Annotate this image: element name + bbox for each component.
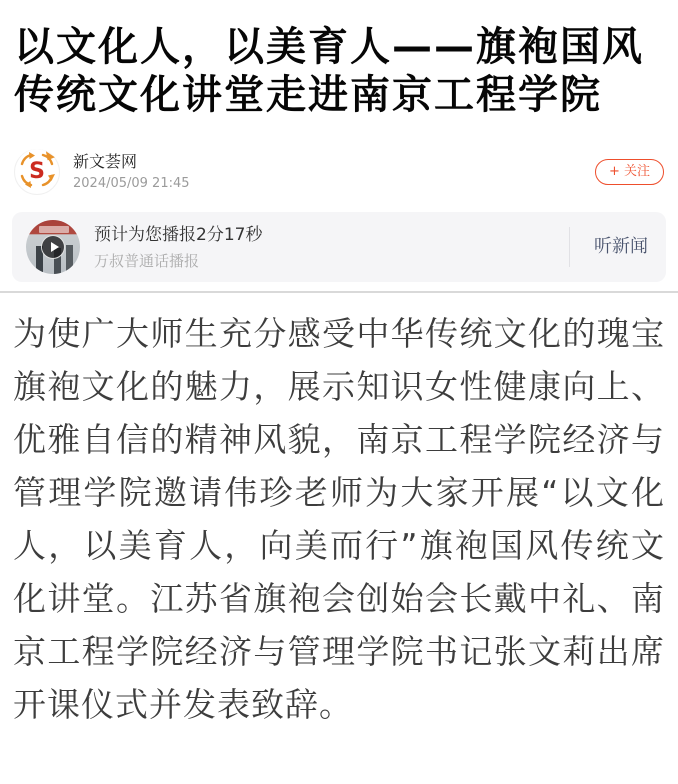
article-title: 以文化人，以美育人——旗袍国风传统文化讲堂走进南京工程学院 xyxy=(14,24,644,118)
svg-text:S: S xyxy=(29,159,45,184)
section-divider xyxy=(0,291,678,293)
follow-button[interactable]: + 关注 xyxy=(595,159,664,185)
publisher-name[interactable]: 新文荟网 xyxy=(73,152,138,171)
source-meta xyxy=(73,152,190,192)
play-icon[interactable] xyxy=(41,235,65,259)
publisher-avatar[interactable] xyxy=(14,149,60,195)
audio-duration-text: 预计为您播报2分17秒 xyxy=(94,224,263,245)
article-body-paragraph: 为使广大师生充分感受中华传统文化的瑰宝旗袍文化的魅力，展示知识女性健康向上、优雅自信的精神风貌，南京工程学院经济与管理学院邀请伟珍老师为大家开展“以文化人，以美育人，向美而行”旗袍国风传统文化讲堂。江苏省旗袍会创始会长戴中礼、南京工程学院经济与管理学院书记张文莉出席开课仪式并发表致辞。 xyxy=(13,314,665,724)
article-page xyxy=(0,23,678,784)
source-row xyxy=(14,149,664,195)
listen-news-button[interactable]: 听新闻 xyxy=(570,212,666,282)
audio-player-bar xyxy=(12,212,666,282)
audio-texts xyxy=(94,225,262,270)
audio-thumbnail[interactable] xyxy=(26,220,80,274)
publisher-logo-icon xyxy=(15,148,59,196)
publish-timestamp: 2024/05/09 21:45 xyxy=(73,176,190,191)
audio-voice-text: 万叔普通话播报 xyxy=(94,251,200,270)
